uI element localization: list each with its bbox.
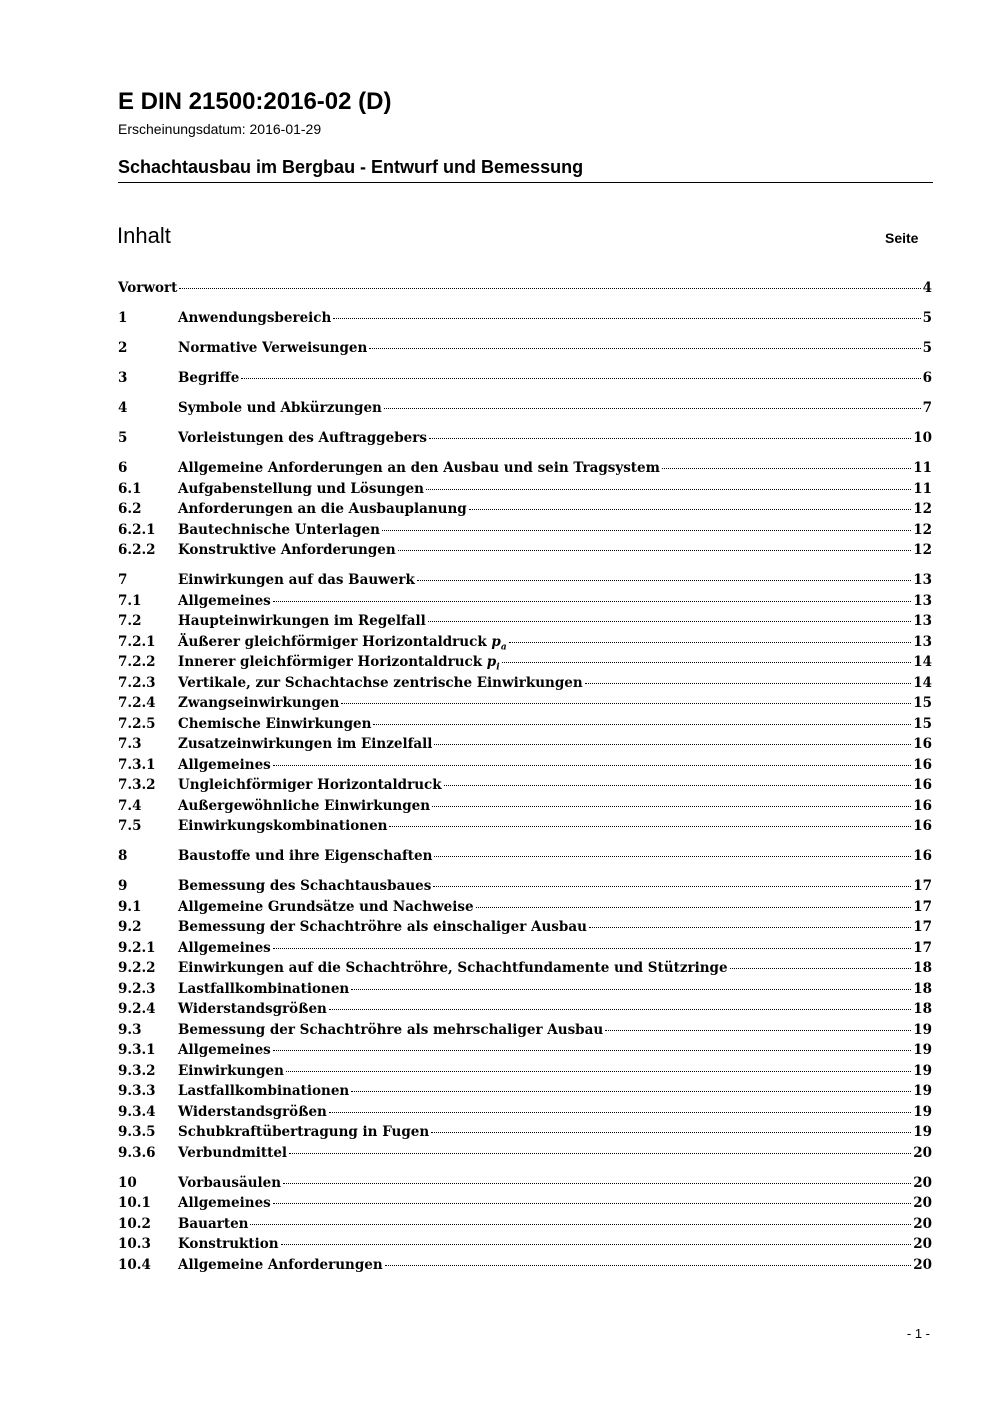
- toc-entry-page: 14: [913, 674, 932, 691]
- toc-entry-number: 7.2.3: [118, 674, 156, 691]
- toc-entry-number: 7: [118, 572, 128, 588]
- toc-dot-leader: [351, 989, 911, 990]
- toc-entry-title-text: Konstruktive Anforderungen: [178, 542, 396, 558]
- toc-entry[interactable]: [118, 501, 932, 522]
- toc-dot-leader: [434, 856, 911, 857]
- toc-entry-number: 7.3: [118, 736, 142, 752]
- header-rule: [118, 182, 933, 183]
- toc-entry-title-text: Innerer gleichförmiger Horizontaldruck: [178, 654, 483, 670]
- toc-dot-leader: [662, 468, 911, 469]
- toc-entry-title-text: Verbundmittel: [178, 1144, 288, 1161]
- toc-entry[interactable]: [118, 400, 932, 421]
- toc-entry[interactable]: [118, 736, 932, 757]
- toc-entry-page: 12: [913, 542, 932, 558]
- toc-entry-title-text: Bauarten: [178, 1215, 249, 1232]
- toc-entry[interactable]: [118, 1124, 932, 1145]
- toc-entry-number: 2: [118, 340, 128, 356]
- toc-entry-title-text: Vorleistungen des Auftraggebers: [178, 430, 427, 446]
- toc-entry-title-text: Lastfallkombinationen: [178, 1083, 350, 1099]
- toc-entry[interactable]: [118, 981, 932, 1002]
- toc-entry-title: [178, 542, 396, 558]
- toc-entry-title-text: Allgemeine Anforderungen an den Ausbau und sein Tragsystem: [178, 460, 660, 476]
- toc-entry-number: 9.3.6: [118, 1144, 156, 1161]
- toc-entry-title: [178, 1216, 248, 1232]
- toc-entry[interactable]: [118, 1042, 932, 1063]
- toc-dot-leader: [389, 826, 911, 827]
- toc-entry-page: 17: [913, 898, 932, 915]
- toc-entry-title: [178, 777, 442, 793]
- document-title: E DIN 21500:2016-02 (D): [118, 88, 392, 115]
- toc-entry-page: 6: [922, 370, 932, 386]
- toc-entry-title: [178, 501, 467, 517]
- toc-entry-page: 15: [913, 695, 932, 711]
- toc-entry-page: 5: [922, 340, 932, 356]
- toc-entry-title-text: Lastfallkombinationen: [178, 980, 350, 997]
- toc-entry-title: [178, 1145, 287, 1161]
- toc-entry-number: 10.3: [118, 1236, 151, 1252]
- toc-dot-leader: [509, 642, 912, 643]
- toc-entry-page: 13: [913, 613, 932, 629]
- toc-entry-number: 7.2.5: [118, 715, 156, 732]
- toc-entry[interactable]: [118, 1022, 932, 1043]
- toc-entry-title-text: Widerstandsgrößen: [178, 1001, 327, 1017]
- toc-entry[interactable]: [118, 1175, 932, 1196]
- toc-entry-title-text: Zwangseinwirkungen: [178, 695, 340, 711]
- toc-entry-title-text: Äußerer gleichförmiger Horizontaldruck: [178, 633, 487, 650]
- toc-entry-title-text: Zusatzeinwirkungen im Einzelfall: [178, 736, 433, 752]
- toc-entry[interactable]: [118, 960, 932, 981]
- toc-entry-number: 6: [118, 460, 128, 476]
- toc-entry-title-text: Einwirkungskombinationen: [178, 818, 388, 834]
- toc-dot-leader: [417, 580, 911, 581]
- toc-entry[interactable]: [118, 1083, 932, 1104]
- toc-entry[interactable]: [118, 798, 932, 819]
- toc-entry-title: [178, 798, 430, 814]
- toc-entry-number: 10: [118, 1174, 137, 1191]
- toc-dot-leader: [730, 968, 912, 969]
- toc-entry-title-text: Bautechnische Unterlagen: [178, 521, 380, 538]
- toc-entry-title: [178, 675, 583, 691]
- toc-entry[interactable]: [118, 848, 932, 869]
- toc-entry-number: 7.3.2: [118, 777, 156, 793]
- toc-entry-title: [178, 848, 432, 864]
- toc-entry-number: 7.1: [118, 592, 142, 609]
- toc-entry-number: 10.2: [118, 1215, 151, 1232]
- toc-entry-title: [178, 1195, 271, 1211]
- toc-dot-leader: [273, 601, 911, 602]
- toc-entry-title-text: Bemessung der Schachtröhre als mehrschaliger Ausbau: [178, 1021, 604, 1038]
- toc-entry-number: 6.2: [118, 501, 142, 517]
- toc-entry[interactable]: [118, 593, 932, 614]
- toc-dot-leader: [605, 1030, 911, 1031]
- toc-entry-title: [178, 1104, 327, 1120]
- toc-dot-leader: [432, 806, 911, 807]
- toc-dot-leader: [382, 530, 911, 531]
- toc-entry-page: 16: [913, 736, 932, 752]
- toc-dot-leader: [289, 1153, 911, 1154]
- toc-entry-title: [178, 613, 426, 629]
- toc-entry-number: 9: [118, 878, 128, 894]
- toc-entry[interactable]: [118, 1216, 932, 1237]
- toc-entry-page: 17: [913, 939, 932, 956]
- toc-dot-leader: [373, 724, 911, 725]
- toc-dot-leader: [241, 378, 920, 379]
- toc-entry-number: 6.2.2: [118, 542, 156, 558]
- toc-entry-title-text: Außergewöhnliche Einwirkungen: [178, 797, 431, 814]
- toc-entry[interactable]: [118, 695, 932, 716]
- toc-entry[interactable]: [118, 1104, 932, 1125]
- toc-entry-page: 17: [913, 919, 932, 935]
- toc-entry-number: 9.3.3: [118, 1083, 156, 1099]
- toc-dot-leader: [502, 662, 912, 663]
- toc-entry-title: [178, 919, 587, 935]
- toc-entry-title-text: Normative Verweisungen: [178, 340, 368, 356]
- toc-entry[interactable]: [118, 777, 932, 798]
- toc-entry-title: [178, 1001, 327, 1017]
- toc-entry-title-text: Vorbausäulen: [178, 1174, 282, 1191]
- toc-entry-number: 9.3.4: [118, 1103, 156, 1120]
- toc-entry-title: [178, 736, 432, 752]
- toc-entry-page: 16: [913, 848, 932, 864]
- toc-entry-number: 7.2.1: [118, 633, 156, 650]
- toc-entry-symbol: p: [491, 633, 501, 650]
- toc-dot-leader: [329, 1112, 911, 1113]
- toc-entry-page: 4: [922, 280, 932, 296]
- toc-entry-title: [178, 654, 500, 673]
- toc-dot-leader: [333, 318, 920, 319]
- toc-entry-title: [178, 1083, 349, 1099]
- toc-entry-title: [178, 716, 371, 732]
- toc-entry-number: 4: [118, 400, 128, 416]
- toc-entry-number: 7.4: [118, 797, 142, 814]
- toc-entry-number: 7.5: [118, 818, 142, 834]
- toc-entry-title-text: Bemessung der Schachtröhre als einschaliger Ausbau: [178, 919, 587, 935]
- toc-dot-leader: [434, 744, 911, 745]
- toc-entry-title-text: Anwendungsbereich: [178, 310, 332, 326]
- toc-entry-page: 13: [913, 592, 932, 609]
- toc-entry-page: 20: [913, 1236, 932, 1252]
- page-number: - 1 -: [906, 1326, 930, 1341]
- toc-entry-title-text: Einwirkungen auf die Schachtröhre, Schachtfundamente und Stützringe: [178, 960, 728, 976]
- toc-entry-number: 9.3.2: [118, 1062, 156, 1079]
- toc-entry-title: [178, 1063, 284, 1079]
- toc-entry-title: [178, 695, 339, 711]
- document-subtitle: Schachtausbau im Bergbau - Entwurf und Bemessung: [118, 157, 584, 177]
- toc-dot-leader: [469, 509, 911, 510]
- toc-entry-number: 8: [118, 848, 128, 864]
- toc-dot-leader: [329, 1009, 911, 1010]
- toc-entry-title: [178, 1124, 429, 1140]
- toc-entry-title: [178, 481, 424, 497]
- toc-entry-title: [178, 430, 427, 446]
- toc-entry[interactable]: [118, 919, 932, 940]
- toc-entry-page: 17: [913, 878, 932, 894]
- toc-entry-title-text: Aufgabenstellung und Lösungen: [178, 480, 424, 497]
- toc-entry-symbol-subscript: i: [496, 662, 500, 673]
- toc-entry-number: 6.1: [118, 480, 142, 497]
- toc-entry-title: [178, 340, 367, 356]
- toc-entry-title-text: Allgemeine Grundsätze und Nachweise: [178, 898, 474, 915]
- toc-entry-page: 5: [922, 310, 932, 326]
- toc-dot-leader: [589, 927, 911, 928]
- toc-entry-page: 13: [913, 633, 932, 650]
- toc-entry[interactable]: [118, 280, 932, 301]
- toc-dot-leader: [250, 1224, 911, 1225]
- toc-entry-number: 9.3: [118, 1021, 142, 1038]
- toc-entry-page: 16: [913, 818, 932, 834]
- toc-dot-leader: [433, 886, 911, 887]
- toc-dot-leader: [179, 288, 920, 289]
- toc-entry-number: 9.2.2: [118, 960, 156, 976]
- toc-entry-title-text: Schubkraftübertragung in Fugen: [178, 1124, 430, 1140]
- toc-entry[interactable]: [118, 522, 932, 543]
- toc-entry[interactable]: [118, 1257, 932, 1278]
- toc-dot-leader: [444, 785, 912, 786]
- toc-entry-number: 9.2.4: [118, 1001, 156, 1017]
- toc-entry-page: 20: [913, 1256, 932, 1273]
- toc-entry-page: 19: [913, 1083, 932, 1099]
- toc-entry-page: 19: [913, 1021, 932, 1038]
- toc-entry-title: [178, 1042, 271, 1058]
- toc-entry-title-text: Allgemeines: [178, 592, 271, 609]
- toc-entry-page: 19: [913, 1042, 932, 1058]
- toc-entry-page: 12: [913, 501, 932, 517]
- toc-entry[interactable]: [118, 716, 932, 737]
- toc-entry-title-text: Allgemeines: [178, 756, 271, 773]
- toc-entry-number: 7.2: [118, 613, 142, 629]
- toc-entry-page: 18: [913, 960, 932, 976]
- toc-entry[interactable]: [118, 572, 932, 593]
- toc-entry-title: [178, 460, 660, 476]
- toc-entry-page: 18: [913, 980, 932, 997]
- toc-entry-title-text: Einwirkungen auf das Bauwerk: [178, 572, 415, 588]
- toc-entry-title: [178, 1236, 279, 1252]
- table-of-contents: [118, 280, 932, 1277]
- toc-entry-title: [178, 818, 387, 834]
- toc-entry[interactable]: [118, 542, 932, 563]
- toc-dot-leader: [273, 1203, 911, 1204]
- toc-entry-title: [178, 1257, 383, 1273]
- toc-entry-number: 1: [118, 310, 128, 326]
- toc-entry-symbol-subscript: a: [500, 642, 507, 653]
- toc-dot-leader: [431, 1132, 911, 1133]
- toc-entry-title-text: Widerstandsgrößen: [178, 1103, 327, 1120]
- toc-dot-leader: [384, 408, 921, 409]
- toc-entry-title: [178, 981, 349, 997]
- toc-entry-page: 19: [913, 1124, 932, 1140]
- toc-entry-page: 13: [913, 572, 932, 588]
- toc-entry-number: 9.2.3: [118, 980, 156, 997]
- toc-entry-page: 14: [913, 654, 932, 670]
- toc-dot-leader: [273, 765, 911, 766]
- toc-dot-leader: [585, 683, 912, 684]
- toc-entry[interactable]: [118, 634, 932, 655]
- toc-entry-number: 9.1: [118, 898, 142, 915]
- toc-entry-title-text: Haupteinwirkungen im Regelfall: [178, 613, 426, 629]
- toc-entry-title-text: Bemessung des Schachtausbaues: [178, 878, 432, 894]
- toc-entry-page: 19: [913, 1062, 932, 1079]
- toc-entry[interactable]: [118, 310, 932, 331]
- toc-entry-title: [178, 400, 382, 416]
- toc-entry-symbol: p: [486, 654, 497, 670]
- toc-entry-title-text: Allgemeine Anforderungen: [178, 1256, 383, 1273]
- toc-dot-leader: [286, 1071, 911, 1072]
- toc-page-column-label: Seite: [885, 230, 919, 246]
- toc-entry-page: 20: [913, 1174, 932, 1191]
- toc-entry-page: 19: [913, 1103, 932, 1120]
- toc-entry-title-text: Konstruktion: [178, 1236, 279, 1252]
- toc-entry-number: 7.3.1: [118, 756, 156, 773]
- toc-entry-number: 10.4: [118, 1256, 151, 1273]
- toc-entry[interactable]: [118, 460, 932, 481]
- toc-dot-leader: [369, 348, 920, 349]
- toc-entry-title: [118, 280, 177, 296]
- toc-entry-page: 11: [913, 460, 932, 476]
- toc-entry-number: 7.2.4: [118, 695, 156, 711]
- toc-entry[interactable]: [118, 899, 932, 920]
- toc-entry-page: 7: [922, 400, 932, 416]
- toc-dot-leader: [283, 1183, 911, 1184]
- toc-entry[interactable]: [118, 613, 932, 634]
- toc-dot-leader: [341, 703, 911, 704]
- toc-entry-title: [178, 1022, 603, 1038]
- toc-entry-page: 12: [913, 521, 932, 538]
- toc-dot-leader: [429, 438, 911, 439]
- toc-entry-number: 7.2.2: [118, 654, 156, 670]
- toc-entry-title-text: Allgemeines: [178, 1042, 271, 1058]
- toc-entry-title-text: Chemische Einwirkungen: [178, 715, 372, 732]
- toc-entry-number: 3: [118, 370, 128, 386]
- toc-entry[interactable]: [118, 370, 932, 391]
- toc-dot-leader: [281, 1244, 912, 1245]
- toc-entry-title-text: Symbole und Abkürzungen: [178, 400, 382, 416]
- toc-entry-page: 10: [913, 430, 932, 446]
- toc-dot-leader: [476, 907, 912, 908]
- toc-entry-title: [178, 370, 239, 386]
- toc-entry-page: 16: [913, 777, 932, 793]
- toc-entry-page: 20: [913, 1195, 932, 1211]
- toc-entry[interactable]: [118, 481, 932, 502]
- toc-dot-leader: [385, 1265, 912, 1266]
- toc-entry-title: [178, 634, 507, 653]
- toc-entry[interactable]: [118, 757, 932, 778]
- toc-entry-title: [178, 940, 271, 956]
- toc-entry[interactable]: [118, 340, 932, 361]
- toc-entry-page: 18: [913, 1001, 932, 1017]
- toc-entry[interactable]: [118, 1195, 932, 1216]
- publication-date: Erscheinungsdatum: 2016-01-29: [118, 121, 322, 137]
- toc-entry[interactable]: [118, 1063, 932, 1084]
- toc-entry-title: [178, 757, 271, 773]
- toc-entry-number: 10.1: [118, 1195, 151, 1211]
- toc-entry[interactable]: [118, 654, 932, 675]
- toc-entry-page: 11: [913, 480, 932, 497]
- toc-entry-title-text: Allgemeines: [178, 939, 271, 956]
- toc-entry-title-text: Anforderungen an die Ausbauplanung: [178, 501, 467, 517]
- toc-entry-number: 5: [118, 430, 128, 446]
- toc-entry-title: [178, 572, 415, 588]
- toc-entry-number: 9.3.1: [118, 1042, 156, 1058]
- toc-entry-page: 16: [913, 756, 932, 773]
- toc-entry[interactable]: [118, 878, 932, 899]
- toc-dot-leader: [428, 621, 911, 622]
- toc-entry-title-text: Vorwort: [118, 280, 178, 296]
- toc-entry[interactable]: [118, 675, 932, 696]
- toc-entry-title-text: Vertikale, zur Schachtachse zentrische Einwirkungen: [178, 674, 583, 691]
- toc-entry-title-text: Ungleichförmiger Horizontaldruck: [178, 777, 442, 793]
- toc-entry-title-text: Baustoffe und ihre Eigenschaften: [178, 848, 433, 864]
- toc-entry-number: 9.2: [118, 919, 142, 935]
- toc-entry-number: 6.2.1: [118, 521, 156, 538]
- toc-entry-title: [178, 522, 380, 538]
- toc-dot-leader: [426, 489, 911, 490]
- toc-entry-page: 16: [913, 797, 932, 814]
- toc-entry-page: 15: [913, 715, 932, 732]
- toc-entry[interactable]: [118, 818, 932, 839]
- toc-entry-title: [178, 310, 331, 326]
- toc-dot-leader: [273, 1050, 911, 1051]
- toc-entry-page: 20: [913, 1144, 932, 1161]
- toc-entry[interactable]: [118, 1001, 932, 1022]
- toc-entry[interactable]: [118, 430, 932, 451]
- toc-entry-title-text: Allgemeines: [178, 1195, 271, 1211]
- toc-entry-title: [178, 593, 271, 609]
- toc-entry-page: 20: [913, 1215, 932, 1232]
- toc-entry[interactable]: [118, 1236, 932, 1257]
- toc-entry-title: [178, 878, 431, 894]
- toc-entry[interactable]: [118, 940, 932, 961]
- toc-entry-title-text: Einwirkungen: [178, 1062, 284, 1079]
- toc-entry-title-text: Begriffe: [178, 370, 240, 386]
- toc-heading: Inhalt: [117, 223, 171, 248]
- toc-entry-number: 9.2.1: [118, 939, 156, 956]
- toc-entry-title: [178, 960, 728, 976]
- toc-dot-leader: [398, 550, 912, 551]
- toc-dot-leader: [273, 948, 911, 949]
- toc-entry-title: [178, 1175, 281, 1191]
- toc-entry-number: 9.3.5: [118, 1124, 156, 1140]
- toc-entry-title: [178, 899, 474, 915]
- toc-entry[interactable]: [118, 1145, 932, 1166]
- toc-dot-leader: [351, 1091, 911, 1092]
